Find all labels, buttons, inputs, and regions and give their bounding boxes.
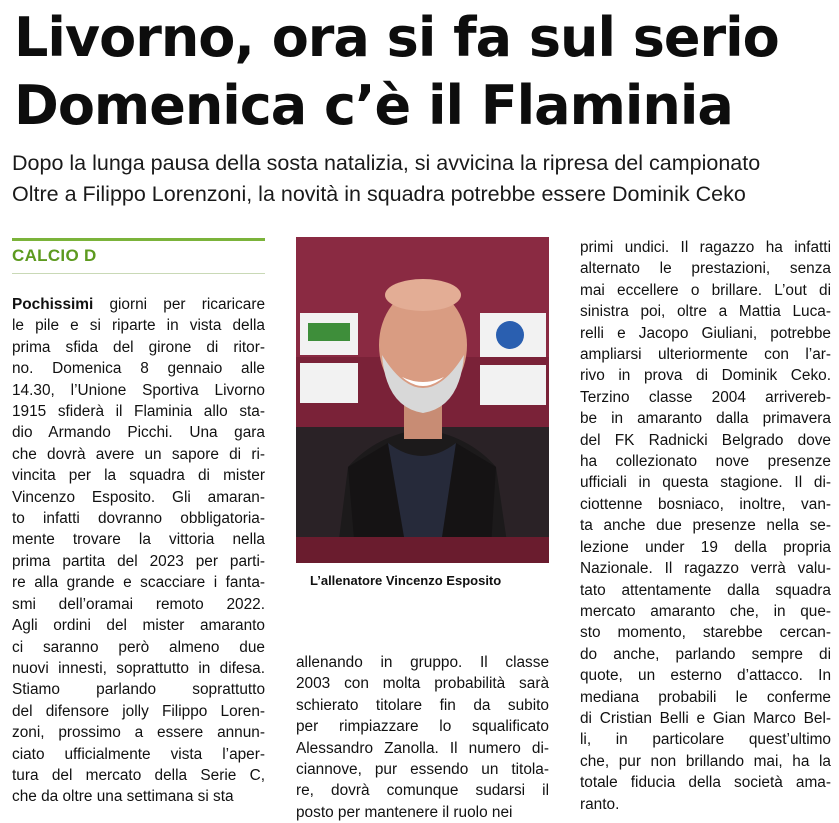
article-line: smi dell’oramai remoto 2022. [12, 595, 265, 613]
article-line: sinistra poi, oltre a Mattia Luca- [580, 303, 831, 321]
article-line: tato attentamente dalla squadra [580, 581, 831, 599]
article-line: quote, un esterno d’attacco. In [580, 667, 831, 685]
article-line: primi undici. Il ragazzo ha infatti [580, 239, 831, 256]
coach-photo [296, 237, 549, 563]
article-line: allenando in gruppo. Il classe [296, 654, 549, 671]
article-line: 1915 sfiderà il Flaminia allo sta- [12, 403, 265, 421]
article-column-3 [580, 237, 831, 815]
article-line: Terzino classe 2004 arrivereb- [580, 388, 831, 406]
article-line: che da oltre una settimana si sta [12, 788, 234, 806]
article-line: totale fiducia della società ama- [580, 774, 831, 792]
article-line-text: giorni per ricaricare [93, 296, 265, 313]
coach-photo-illustration [296, 237, 549, 563]
article-line: mai eccellere o brillare. L’out di [580, 281, 831, 299]
article-line: re, dovrà comunque sudarsi il [296, 782, 549, 800]
article-line: le pile e si riparte in vista della [12, 317, 265, 335]
article-line: schierato titolare fin da subito [296, 696, 549, 714]
article-line: prima sfida del girone di ritor- [12, 338, 265, 356]
article-line: ampliarsi ulteriormente con l’ar- [580, 346, 831, 364]
photo-caption: L’allenatore Vincenzo Esposito [310, 573, 502, 588]
headline-line-1: Livorno, ora si fa sul serio [14, 6, 779, 69]
article-line: di Cristian Belli e Gian Marco Bel- [580, 709, 831, 727]
lead-word: Pochissimi [12, 296, 94, 313]
article-line [12, 294, 265, 315]
article-line: li, in particolare quest’ultimo [580, 731, 831, 749]
headline-line-2: Domenica c’è il Flaminia [14, 74, 733, 137]
article-line: Alessandro Zanolla. Il numero di- [296, 739, 549, 757]
section-divider [12, 273, 265, 274]
article-line: ufficiali in questa stagione. Il di- [580, 474, 831, 492]
article-column-1 [12, 294, 265, 808]
article-line: sto momento, starebbe cercan- [580, 624, 831, 642]
article-line: zoni, prossimo a essere annun- [12, 724, 265, 742]
article-line: ranto. [580, 795, 620, 813]
article-line: relli e Jacopo Giuliani, potrebbe [580, 324, 831, 342]
article-line: mercato amaranto che, in que- [580, 602, 831, 620]
section-rule [12, 238, 265, 241]
article-line: ci saranno però almeno due [12, 638, 265, 656]
article-line: alternato le prestazioni, senza [580, 260, 831, 278]
article-line: ciannove, pur essendo un titola- [296, 761, 549, 779]
article-line: to infatti dovranno obbligatoria- [12, 510, 265, 528]
section-label: CALCIO D [12, 246, 97, 265]
article-line: prima partita del 2023 per parti- [12, 552, 265, 570]
article-line: rivo in prova di Dominik Ceko. [580, 367, 831, 385]
article-line: Vincenzo Esposito. Gli amaran- [12, 488, 265, 506]
article-line: ha collezionato nove presenze [580, 453, 831, 471]
article-line: Nazionale. Il ragazzo verrà valu- [580, 560, 831, 578]
article-line: 14.30, l’Unione Sportiva Livorno [12, 381, 265, 399]
article-line: posto per mantenere il ruolo nei [296, 803, 513, 821]
article-line: no. Domenica 8 gennaio alle [12, 360, 265, 378]
article-line: Agli ordini del mister amaranto [12, 617, 265, 635]
subtitle [12, 148, 834, 210]
article-line: be in amaranto dalla primavera [580, 410, 831, 428]
article-line: ciato ufficialmente vista l’aper- [12, 745, 265, 763]
article-line: lezione under 19 della propria [580, 538, 831, 556]
article-line: mediana probabili le conferme [580, 688, 831, 706]
article-line: del FK Radnicki Belgrado dove [580, 431, 831, 449]
headline [14, 4, 829, 140]
article-line: che dovrà avere un sapore di ri- [12, 445, 265, 463]
article-line: che, pur non brillando mai, ha la [580, 752, 831, 770]
article-line: per rimpiazzare lo squalificato [296, 718, 549, 736]
article-line: nuovi innesti, soprattutto in difesa. [12, 659, 265, 677]
article-line: ta anche due presenze nella se- [580, 517, 831, 535]
article-line: Stiamo parlando soprattutto [12, 681, 265, 699]
subtitle-line-1: Dopo la lunga pausa della sosta natalizia, si avvicina la ripresa del campionato [12, 151, 761, 175]
article-line: re alla grande e scacciare i fanta- [12, 574, 265, 592]
article-line: mente trovare la vittoria nella [12, 531, 265, 549]
article-line: do anche, parlando sempre di [580, 645, 831, 663]
subtitle-line-2: Oltre a Filippo Lorenzoni, la novità in squadra potrebbe essere Dominik Ceko [12, 182, 746, 206]
article-line: dio Armando Picchi. Una gara [12, 424, 265, 442]
article-column-2 [296, 652, 549, 823]
article-line: tura del mercato della Serie C, [12, 766, 265, 784]
article-line: ciottenne bosniaco, inoltre, van- [580, 495, 831, 513]
article-line: 2003 con molta probabilità sarà [296, 675, 549, 693]
article-line: vincita per la squadra di mister [12, 467, 265, 485]
article-line: del difensore jolly Filippo Loren- [12, 702, 265, 720]
